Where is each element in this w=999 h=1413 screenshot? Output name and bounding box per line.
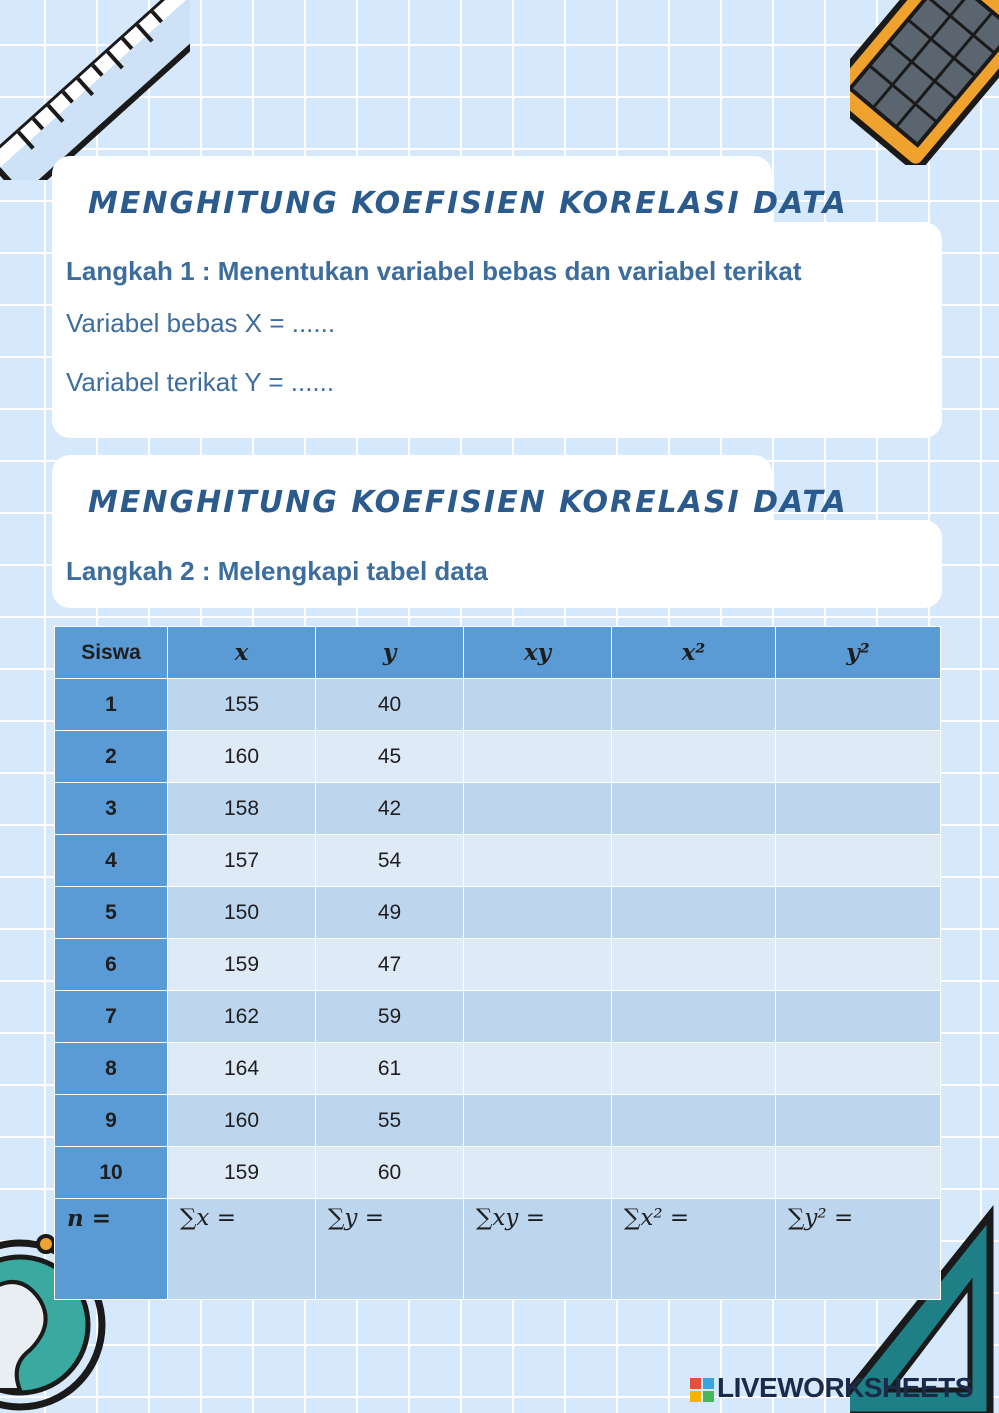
sum-x-squared-cell[interactable]: ∑x² = bbox=[612, 1199, 776, 1300]
y-squared-input-cell[interactable] bbox=[776, 1095, 941, 1147]
y-value: 59 bbox=[316, 991, 464, 1043]
ruler-decoration bbox=[0, 0, 190, 180]
y-squared-input-cell[interactable] bbox=[776, 731, 941, 783]
data-table bbox=[54, 626, 941, 1300]
x-squared-input-cell[interactable] bbox=[612, 731, 776, 783]
y-squared-input-cell[interactable] bbox=[776, 783, 941, 835]
x-value: 160 bbox=[168, 731, 316, 783]
x-squared-input-cell[interactable] bbox=[612, 679, 776, 731]
x-value: 164 bbox=[168, 1043, 316, 1095]
x-value: 160 bbox=[168, 1095, 316, 1147]
y-squared-input-cell[interactable] bbox=[776, 887, 941, 939]
y-value: 47 bbox=[316, 939, 464, 991]
y-value: 40 bbox=[316, 679, 464, 731]
liveworksheets-watermark bbox=[690, 1372, 973, 1404]
row-number: 7 bbox=[55, 991, 168, 1043]
section1-title: MENGHITUNG KOEFISIEN KORELASI DATA bbox=[88, 186, 848, 221]
y-squared-input-cell[interactable] bbox=[776, 679, 941, 731]
y-squared-input-cell[interactable] bbox=[776, 939, 941, 991]
y-value: 55 bbox=[316, 1095, 464, 1147]
header-x-squared: x² bbox=[612, 627, 776, 679]
sum-x-cell[interactable]: ∑x = bbox=[168, 1199, 316, 1300]
row-number: 6 bbox=[55, 939, 168, 991]
sum-xy-cell[interactable]: ∑xy = bbox=[464, 1199, 612, 1300]
x-squared-input-cell[interactable] bbox=[612, 835, 776, 887]
xy-input-cell[interactable] bbox=[464, 1095, 612, 1147]
row-number: 5 bbox=[55, 887, 168, 939]
sum-y-cell[interactable]: ∑y = bbox=[316, 1199, 464, 1300]
independent-variable-line: Variabel bebas X = ...... bbox=[66, 308, 336, 338]
y-value: 49 bbox=[316, 887, 464, 939]
xy-input-cell[interactable] bbox=[464, 887, 612, 939]
dependent-variable-line: Variabel terikat Y = ...... bbox=[66, 367, 335, 397]
xy-input-cell[interactable] bbox=[464, 679, 612, 731]
xy-input-cell[interactable] bbox=[464, 731, 612, 783]
table-row bbox=[55, 887, 941, 939]
x-value: 159 bbox=[168, 939, 316, 991]
x-squared-input-cell[interactable] bbox=[612, 1147, 776, 1199]
table-row bbox=[55, 731, 941, 783]
y-value: 45 bbox=[316, 731, 464, 783]
table-row bbox=[55, 679, 941, 731]
n-total-cell[interactable]: n = bbox=[55, 1199, 168, 1300]
liveworksheets-logo-icon bbox=[690, 1378, 714, 1402]
xy-input-cell[interactable] bbox=[464, 991, 612, 1043]
row-number: 2 bbox=[55, 731, 168, 783]
y-squared-input-cell[interactable] bbox=[776, 835, 941, 887]
x-value: 150 bbox=[168, 887, 316, 939]
table-row bbox=[55, 1095, 941, 1147]
x-squared-input-cell[interactable] bbox=[612, 887, 776, 939]
table-sum-row bbox=[55, 1199, 941, 1300]
table-row bbox=[55, 835, 941, 887]
y-squared-input-cell[interactable] bbox=[776, 991, 941, 1043]
xy-input-cell[interactable] bbox=[464, 835, 612, 887]
header-siswa: Siswa bbox=[55, 627, 168, 679]
row-number: 8 bbox=[55, 1043, 168, 1095]
table-header-row bbox=[55, 627, 941, 679]
step1-heading: Langkah 1 : Menentukan variabel bebas dan variabel terikat bbox=[66, 256, 802, 286]
row-number: 3 bbox=[55, 783, 168, 835]
x-value: 162 bbox=[168, 991, 316, 1043]
x-value: 158 bbox=[168, 783, 316, 835]
row-number: 1 bbox=[55, 679, 168, 731]
watermark-text: LIVEWORKSHEETS bbox=[717, 1372, 973, 1403]
x-value: 157 bbox=[168, 835, 316, 887]
x-squared-input-cell[interactable] bbox=[612, 991, 776, 1043]
calculator-decoration bbox=[850, 0, 999, 165]
x-value: 155 bbox=[168, 679, 316, 731]
xy-input-cell[interactable] bbox=[464, 1147, 612, 1199]
header-y-squared: y² bbox=[776, 627, 941, 679]
y-value: 61 bbox=[316, 1043, 464, 1095]
sum-y-squared-cell[interactable]: ∑y² = bbox=[776, 1199, 941, 1300]
row-number: 10 bbox=[55, 1147, 168, 1199]
y-squared-input-cell[interactable] bbox=[776, 1043, 941, 1095]
y-value: 54 bbox=[316, 835, 464, 887]
y-value: 42 bbox=[316, 783, 464, 835]
table-row bbox=[55, 1147, 941, 1199]
table-row bbox=[55, 1043, 941, 1095]
header-x: x bbox=[168, 627, 316, 679]
x-value: 159 bbox=[168, 1147, 316, 1199]
x-squared-input-cell[interactable] bbox=[612, 783, 776, 835]
x-squared-input-cell[interactable] bbox=[612, 1043, 776, 1095]
row-number: 9 bbox=[55, 1095, 168, 1147]
table-row bbox=[55, 939, 941, 991]
step2-heading: Langkah 2 : Melengkapi tabel data bbox=[66, 556, 488, 586]
xy-input-cell[interactable] bbox=[464, 1043, 612, 1095]
header-xy: xy bbox=[464, 627, 612, 679]
x-squared-input-cell[interactable] bbox=[612, 939, 776, 991]
row-number: 4 bbox=[55, 835, 168, 887]
y-squared-input-cell[interactable] bbox=[776, 1147, 941, 1199]
xy-input-cell[interactable] bbox=[464, 939, 612, 991]
x-squared-input-cell[interactable] bbox=[612, 1095, 776, 1147]
table-row bbox=[55, 991, 941, 1043]
y-value: 60 bbox=[316, 1147, 464, 1199]
xy-input-cell[interactable] bbox=[464, 783, 612, 835]
header-y: y bbox=[316, 627, 464, 679]
section2-title: MENGHITUNG KOEFISIEN KORELASI DATA bbox=[88, 485, 848, 520]
table-row bbox=[55, 783, 941, 835]
